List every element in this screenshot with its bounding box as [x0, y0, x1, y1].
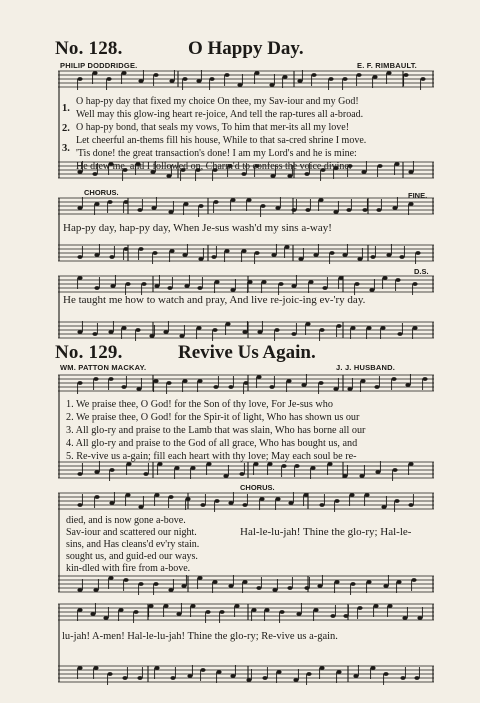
- verse-line: 1. We praise thee, O God! for the Son of thy love, For Je-sus who: [66, 399, 333, 410]
- hymn-129-chorus-label: CHORUS.: [240, 483, 275, 492]
- verse-line: Well may this glow-ing heart re-joice, And tell the rap-tures all a-broad.: [76, 109, 364, 120]
- hymn-129-number: No. 129.: [55, 342, 123, 363]
- hymn-129-chorus-line-1: Hal-le-lu-jah! Thine the glo-ry; Hal-le-: [240, 526, 412, 538]
- hymn-128-fine-label: FINE.: [408, 191, 428, 200]
- hymn-129-chorus-line-2: lu-jah! A-men! Hal-le-lu-jah! Thine the glo-ry; Re-vive us a-gain.: [62, 631, 338, 642]
- verse-line: 'Tis done! the great transaction's done! I am my Lord's and he is mine:: [76, 148, 357, 159]
- hymn-128-chorus-label: CHORUS.: [84, 188, 119, 197]
- verse-line: O hap-py day that fixed my choice On thee, my Sav-iour and my God!: [76, 96, 359, 107]
- hymn-128-title: O Happy Day.: [188, 38, 304, 59]
- hymn-128-verses: [76, 95, 366, 173]
- verse-ending: kin-dled with fire from a-bove.: [66, 563, 191, 574]
- verse-number: 2.: [62, 123, 70, 134]
- hymn-128-ds-label: D.S.: [414, 267, 429, 276]
- verse-line: 2. We praise thee, O God! for the Spir-it of light, Who has shown us our: [66, 412, 360, 423]
- hymn-128-author: PHILIP DODDRIDGE.: [60, 61, 138, 70]
- verse-ending: Sav-iour and scattered our night.: [66, 527, 197, 538]
- hymn-128-chorus-line-1: Hap-py day, hap-py day, When Je-sus wash'd my sins a-way!: [63, 222, 332, 234]
- verse-line: 4. All glo-ry and praise to the God of all grace, Who has bought us, and: [66, 438, 358, 449]
- hymn-128-number: No. 128.: [55, 38, 123, 59]
- verse-line: He drew me, and I followed on, Charm'd to confess the voice divine.: [76, 161, 352, 172]
- hymn-128-system-3-staff: [58, 272, 436, 346]
- hymn-129-composer: J. J. HUSBAND.: [336, 363, 396, 372]
- verse-line: 3. All glo-ry and praise to the Lamb that was slain, Who has borne all our: [66, 425, 366, 436]
- verse-line: 5. Re-vive us a-gain; fill each heart with thy love; May each soul be re-: [66, 451, 357, 462]
- verse-ending: died, and is now gone a-bove.: [66, 515, 186, 526]
- hymn-129-endings: [66, 515, 199, 575]
- hymn-129-verses: [66, 398, 365, 463]
- hymn-128-chorus-line-2: He taught me how to watch and pray, And live re-joic-ing ev-'ry day.: [63, 294, 366, 306]
- verse-ending: sought us, and guid-ed our ways.: [66, 551, 198, 562]
- verse-ending: sins, and Has cleans'd ev'ry stain.: [66, 539, 200, 550]
- hymn-129-author: WM. PATTON MACKAY.: [60, 363, 147, 372]
- verse-line: Let cheerful an-thems fill his house, While to that sa-cred shrine I move.: [76, 135, 367, 146]
- hymn-129-title: Revive Us Again.: [178, 342, 316, 363]
- verse-line: O hap-py bond, that seals my vows, To him that mer-its all my love!: [76, 122, 350, 133]
- hymn-128-composer: E. F. RIMBAULT.: [357, 61, 417, 70]
- verse-number: 3.: [62, 143, 70, 154]
- hymn-129-system-3-staff: [58, 600, 436, 692]
- verse-number: 1.: [62, 103, 70, 114]
